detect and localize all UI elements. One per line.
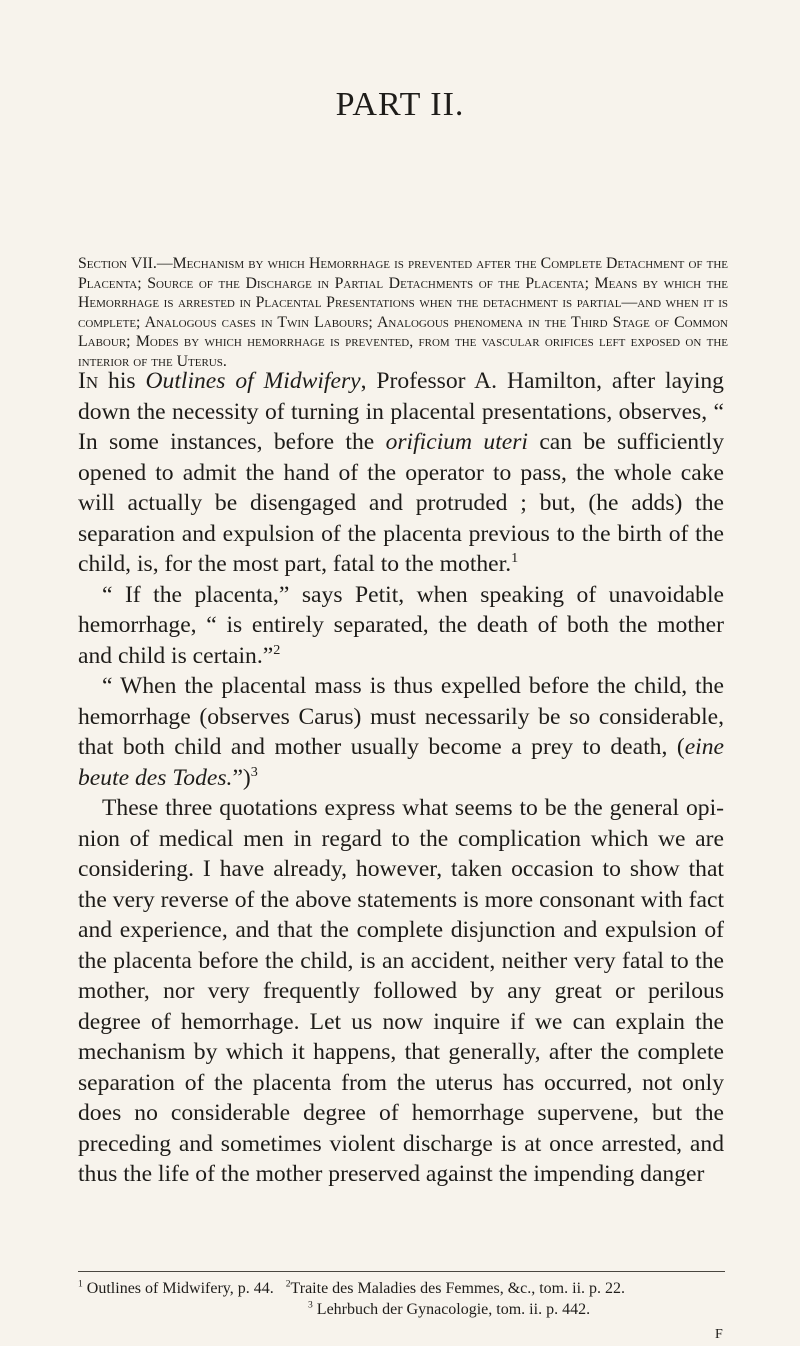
footnote-ref-1: 1 xyxy=(511,550,519,567)
paragraph-1-text-a: his xyxy=(98,368,146,394)
lead-in: In xyxy=(78,368,99,394)
paragraph-3 xyxy=(78,671,724,793)
paragraph-3-close: ”) xyxy=(232,764,251,791)
section-heading xyxy=(78,254,728,372)
footnote-3: Lehrbuch der Gynacologie, tom. ii. p. 442. xyxy=(312,1301,591,1318)
section-label: Section VII. xyxy=(78,255,157,272)
footnote-1: Outlines of Midwifery, p. 44. xyxy=(82,1280,274,1297)
paragraph-2 xyxy=(78,580,724,672)
footnote-line-1 xyxy=(78,1278,738,1299)
signature-mark: F xyxy=(715,1327,723,1342)
latin-term: orificium uteri xyxy=(385,429,528,455)
book-title: Outlines of Midwifery xyxy=(145,368,361,394)
footnote-mark-2: 2 xyxy=(285,1278,291,1290)
paragraph-1-text-c: can be sufficiently opened to admit the hand of the operator to pass, the whole cake will actually be disengaged and protruded ; but, (he adds) the separation and expulsion of the placenta previous to the birth of the child, is, for the most part, fatal to the mother. xyxy=(78,429,725,577)
part-title: PART II. xyxy=(335,86,465,123)
footnote-2: Traite des Maladies des Femmes, &c., tom. ii. p. 22. xyxy=(290,1280,626,1297)
footnote-rule xyxy=(78,1271,725,1272)
german-term: eine beute des Todes. xyxy=(78,734,724,791)
footnotes xyxy=(78,1278,738,1320)
paragraph-4 xyxy=(78,793,724,1190)
paragraph-2-text: “ If the placenta,” says Petit, when speaking of unavoidable hemorrhage, “ is entirely separated, the death of both the mother and child is certain.” xyxy=(78,581,724,669)
paragraph-3-text: “ When the placental mass is thus expelled before the child, the hemorrhage (observes Carus) must necessarily be so considerable, that both child and mother usually become a prey to death, ( xyxy=(78,673,724,760)
footnote-mark-3: 3 xyxy=(308,1299,313,1311)
body-text xyxy=(78,366,724,1190)
paragraph-1-text-b: , Professor A. Hamilton, after laying down the necessity of turning in placental presentations, observes, “ In some instances, before the xyxy=(78,368,724,455)
paragraph-1 xyxy=(78,366,724,580)
footnote-ref-3: 3 xyxy=(250,763,258,780)
footnote-mark-1: 1 xyxy=(78,1278,83,1290)
section-heading-text: —Mechanism by which Hemorrhage is prevented after the Complete Detachment of the Placenta; Source of the Discharge in Partial Detachments of the Placenta; Means by which the Hemorrhage is arrested in Placental Presentations when the detachment is partial—and when it is complete; Analogous cases in Twin Labours; Analogous phenomena in the Third Stage of Common Labour; Modes by which hemorrhage is prevented, from the vascular orifices left exposed on the interior of the Uterus. xyxy=(78,255,729,370)
footnote-ref-2: 2 xyxy=(273,641,281,658)
paragraph-4-text: These three quotations express what seems to be the general opinion of medical men in regard to the complication which we are considering. I have already, however, taken occasion to show that the very reverse of the above statements is more consonant with fact and experience, and that the complete disjunction and expulsion of the placenta before the child, is an accident, neither very fatal to the mother, nor very frequently followed by any great or perilous degree of hemorrhage. Let us now inquire if we can explain the mechanism by which it happens, that generally, after the complete separation of the placenta from the uterus has occurred, not only does no considerable degree of hemorrhage supervene, but the preceding and sometimes violent discharge is at once arrested, and thus the life of the mother preserved against the impending danger xyxy=(78,795,724,1187)
footnote-line-2 xyxy=(78,1299,738,1320)
